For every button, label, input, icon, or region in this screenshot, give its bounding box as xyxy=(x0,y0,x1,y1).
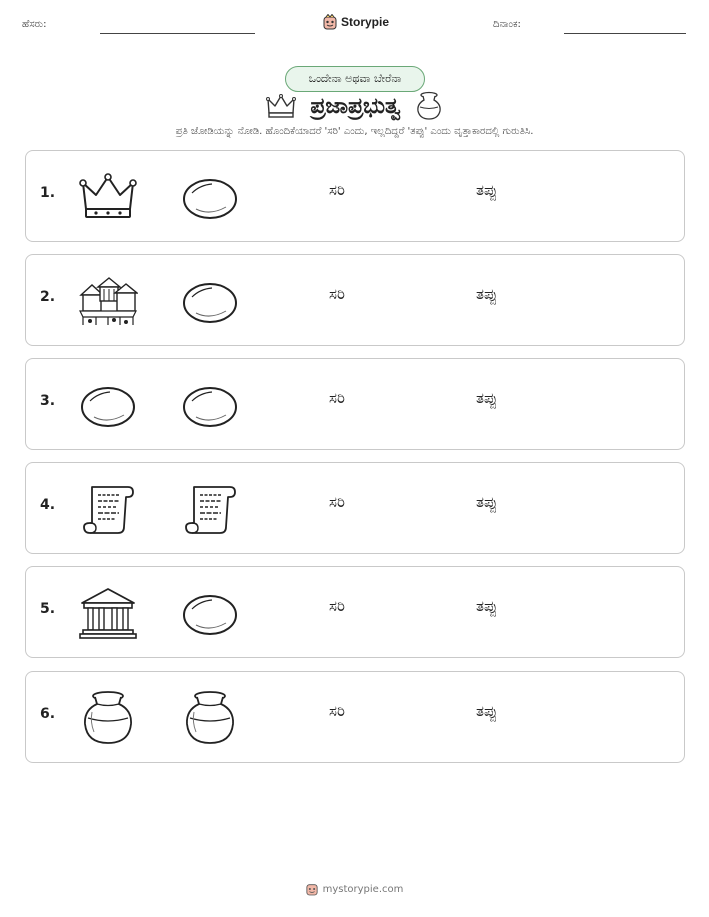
pot-icon xyxy=(415,91,443,121)
crown-icon xyxy=(266,93,296,119)
true-option[interactable]: ಸರಿ xyxy=(329,702,345,720)
date-line[interactable] xyxy=(564,33,686,34)
date-label: ದಿನಾಂಕ: xyxy=(493,19,521,30)
stone-icon xyxy=(180,377,240,433)
temple-icon xyxy=(78,585,138,641)
false-option[interactable]: ತಪ್ಪು xyxy=(476,702,498,720)
row-number: 6. xyxy=(40,706,56,722)
title-row xyxy=(0,88,709,124)
question-row-6 xyxy=(25,671,685,763)
false-option[interactable]: ತಪ್ಪು xyxy=(476,285,498,303)
false-option[interactable]: ತಪ್ಪು xyxy=(476,181,498,199)
scroll-icon xyxy=(180,481,240,537)
stone-icon xyxy=(180,585,240,641)
question-row-2 xyxy=(25,254,685,346)
false-option[interactable]: ತಪ್ಪು xyxy=(476,493,498,511)
instructions: ಪ್ರತಿ ಜೋಡಿಯನ್ನು ನೋಡಿ. ಹೊಂದಿಕೆಯಾದರೆ 'ಸರಿ' ಎಂದು, ಇಲ್ಲದಿದ್ದರೆ 'ತಪ್ಪು' ಎಂದು ವೃತ್ತಾಕಾರದಲ್ಲಿ ಗುರುತಿಸಿ. xyxy=(175,126,534,137)
footer-url[interactable]: mystorypie.com xyxy=(322,883,404,895)
row-number: 5. xyxy=(40,601,56,617)
question-row-3 xyxy=(25,358,685,450)
stone-icon xyxy=(180,169,240,225)
page-title: ಪ್ರಜಾಪ್ರಭುತ್ವ xyxy=(310,93,401,119)
crown-icon xyxy=(78,169,138,225)
true-option[interactable]: ಸರಿ xyxy=(329,181,345,199)
row-number: 1. xyxy=(40,185,56,201)
row-number: 4. xyxy=(40,497,56,513)
row-number: 3. xyxy=(40,393,56,409)
row-number: 2. xyxy=(40,289,56,305)
storypie-logo-icon xyxy=(323,14,337,30)
question-row-1 xyxy=(25,150,685,242)
pot-icon xyxy=(78,690,138,746)
brand-name: Storypie xyxy=(341,15,390,29)
market-icon xyxy=(78,273,138,329)
stone-icon xyxy=(78,377,138,433)
true-option[interactable]: ಸರಿ xyxy=(329,389,345,407)
false-option[interactable]: ತಪ್ಪು xyxy=(476,389,498,407)
question-row-4 xyxy=(25,462,685,554)
true-option[interactable]: ಸರಿ xyxy=(329,493,345,511)
storypie-logo-icon xyxy=(306,882,318,896)
stone-icon xyxy=(180,273,240,329)
scroll-icon xyxy=(78,481,138,537)
name-line[interactable] xyxy=(100,33,255,34)
name-label: ಹೆಸರು: xyxy=(22,19,47,30)
activity-badge: ಒಂದೇನಾ ಅಥವಾ ಬೇರೆನಾ xyxy=(285,66,425,92)
pot-icon xyxy=(180,690,240,746)
question-row-5 xyxy=(25,566,685,658)
false-option[interactable]: ತಪ್ಪು xyxy=(476,597,498,615)
brand xyxy=(323,13,389,31)
true-option[interactable]: ಸರಿ xyxy=(329,597,345,615)
true-option[interactable]: ಸರಿ xyxy=(329,285,345,303)
footer xyxy=(0,879,709,899)
